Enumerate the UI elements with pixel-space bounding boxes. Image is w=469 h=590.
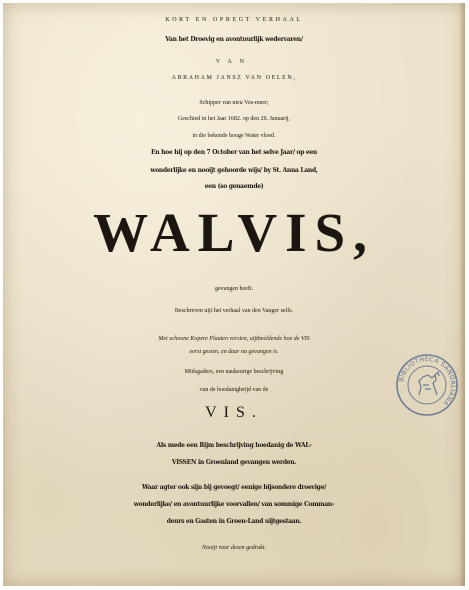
plates-line-2: eerst gesien, en daar na gevangen is. xyxy=(189,349,279,355)
described-line: Beschreven uijt het verhaal van den Vanger selfs. xyxy=(174,308,294,314)
van-line: VAN xyxy=(215,59,253,65)
vis-heading: VIS. xyxy=(205,404,263,421)
description-line-1: Midsgaders, een naukeurige beschrijving xyxy=(184,369,284,375)
plates-line-1: Met schoone Kopere Plaaten versien, uijtbeeldende hoe de VIS xyxy=(158,336,310,342)
appendix-line-3: deurs en Gasten in Groen-Land uijtgestaan. xyxy=(166,518,302,525)
lion-emblem-icon xyxy=(419,372,439,395)
author-name: ABRAHAM JANSZ VAN OELEN, xyxy=(171,75,297,81)
walvis-heading: WALVIS, xyxy=(93,202,375,263)
flood-line: in die bekende hooge Water vloed. xyxy=(192,133,276,139)
library-stamp-icon xyxy=(395,353,459,417)
rhyme-line-1: Als mede een Rijm beschrijving hoedanig de WAL- xyxy=(156,442,312,449)
title-line-1: KORT EN OPREGT VERHAAL xyxy=(165,17,303,23)
event-line-1: En hoe hij op den 7 October van het selve Jaar/ op een xyxy=(151,149,317,156)
never-printed-line: Nooijt voor desen gedrukt. xyxy=(202,545,266,551)
event-line-2: wonderlijke en nooijt gehoorde wijs/ by St. Anna Land, xyxy=(150,167,318,174)
rhyme-line-2: VISSEN in Groenland gevangen werden. xyxy=(171,459,297,466)
appendix-line-2: wonderlijke/ en avontuurlijke voorvallen/ van sommige Comman- xyxy=(133,501,335,508)
page-edge-shadow xyxy=(459,3,465,586)
appendix-line-1: Waar agter ook sijn bij gevoegt/ eenige bijsondere droevige/ xyxy=(142,484,326,491)
svg-text:BIBLIOTHECA SANDALIANA: BIBLIOTHECA SANDALIANA xyxy=(398,355,457,407)
author-role: Schipper van nieu Vos-meer; xyxy=(199,100,269,106)
caught-line: gevangen heeft. xyxy=(215,286,253,292)
description-line-2: van de hoedanigheijd van de xyxy=(199,387,269,393)
event-line-3: een (so genaemde) xyxy=(204,183,264,190)
date-line: Geschied in het Jaar 1682. op den 26. Januarij, xyxy=(177,116,291,122)
subtitle-blackletter: Van het Droevig en avontuurlijk wedervaren/ xyxy=(165,36,303,43)
title-page xyxy=(3,3,465,586)
